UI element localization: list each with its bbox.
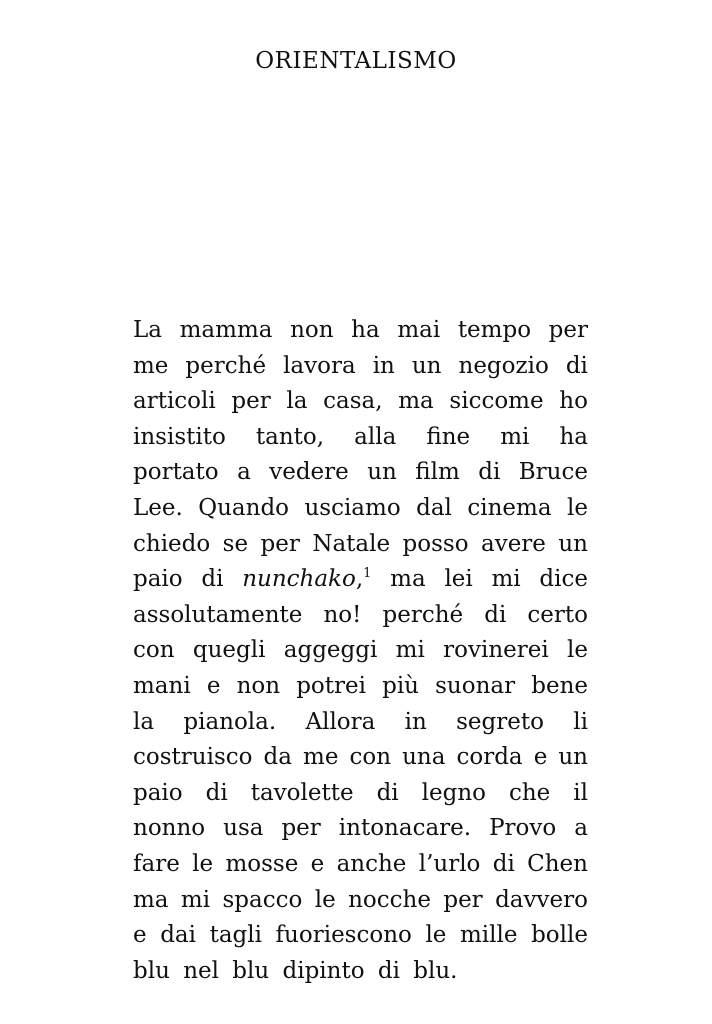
word: anche — [336, 850, 407, 877]
word: dai — [160, 922, 196, 949]
word: con — [133, 637, 175, 664]
word: siccome — [449, 388, 544, 415]
word: un — [558, 744, 588, 771]
text-line — [133, 811, 588, 847]
text-line — [133, 313, 588, 349]
word: negozio — [458, 352, 549, 379]
word: me — [303, 744, 339, 771]
text-line — [133, 740, 588, 776]
word: in — [372, 352, 395, 379]
word: paio — [133, 566, 183, 593]
word: un — [411, 352, 442, 379]
word: potrei — [296, 672, 366, 699]
word: mi — [180, 886, 211, 913]
word: tempo — [457, 317, 532, 343]
word: fine — [426, 423, 471, 450]
word: usa — [223, 815, 264, 842]
word: le — [566, 494, 588, 521]
word: le — [314, 886, 336, 913]
text-line — [133, 349, 588, 385]
text-line — [133, 883, 588, 919]
word: di — [377, 957, 408, 984]
word: costruisco — [133, 744, 253, 771]
word: davvero — [495, 886, 588, 913]
word: intonacare. — [338, 815, 472, 842]
text-line — [133, 455, 588, 491]
text-line — [133, 420, 588, 456]
word: suonar — [435, 672, 516, 699]
word: perché — [382, 601, 464, 628]
text-line — [133, 384, 588, 420]
text-line — [133, 776, 588, 812]
word: assolutamente — [133, 601, 303, 628]
word: blu. — [413, 957, 458, 984]
word: nunchako,$^1$ — [242, 566, 372, 593]
word: bolle — [531, 922, 588, 949]
word: Chen — [527, 850, 588, 877]
word: non — [290, 317, 334, 343]
chapter-title: ORIENTALISMO — [255, 48, 457, 74]
word: legno — [421, 779, 486, 806]
word: Provo — [489, 815, 557, 842]
text-line — [133, 847, 588, 883]
word: nonno — [133, 815, 206, 842]
word: ma — [133, 886, 169, 913]
word: mamma — [179, 317, 273, 343]
word: casa, — [323, 388, 383, 415]
word: lavora — [283, 352, 356, 379]
word: ma — [390, 566, 426, 593]
word: articoli — [133, 388, 216, 415]
word: per — [281, 815, 321, 842]
word: mi — [395, 637, 425, 664]
text-line — [133, 527, 588, 563]
text-line — [133, 598, 588, 634]
text-line — [133, 633, 588, 669]
word: più — [382, 672, 419, 699]
word: insistito — [133, 423, 226, 450]
word: se — [222, 530, 249, 557]
word: la — [133, 708, 155, 735]
word: lei — [444, 566, 473, 593]
word: fare — [133, 850, 180, 877]
word: corda — [456, 744, 523, 771]
word: tavolette — [250, 779, 354, 806]
word: dal — [416, 494, 452, 521]
word: ha — [559, 423, 588, 450]
word: dipinto — [282, 957, 372, 984]
word: posso — [402, 530, 469, 557]
word: fuoriescono — [275, 922, 412, 949]
word: portato — [133, 459, 219, 486]
word: blu — [232, 957, 277, 984]
word: blu — [133, 957, 178, 984]
word: che — [508, 779, 551, 806]
word: le — [567, 637, 588, 664]
word: me — [133, 352, 169, 379]
word: rovinerei — [443, 637, 549, 664]
body-paragraph — [133, 313, 588, 989]
word: a — [574, 815, 588, 842]
word: le — [192, 850, 214, 877]
word: bene — [531, 672, 588, 699]
text-line — [133, 954, 588, 990]
word: no! — [323, 601, 362, 628]
word: quegli — [192, 637, 266, 664]
word: cinema — [467, 494, 552, 521]
word: la — [286, 388, 308, 415]
word: per — [443, 886, 483, 913]
word: Bruce — [518, 459, 588, 486]
footnote-marker: 1 — [363, 566, 372, 582]
word: di — [205, 779, 228, 806]
word: mosse — [225, 850, 299, 877]
word: di — [565, 352, 588, 379]
word: con — [349, 744, 392, 771]
text-line — [133, 562, 588, 598]
word: mani — [133, 672, 191, 699]
word: un — [367, 459, 397, 486]
word: e — [310, 850, 325, 877]
word: le — [425, 922, 447, 949]
word: mi — [491, 566, 521, 593]
word: il — [573, 779, 588, 806]
word: da — [263, 744, 292, 771]
word: nel — [183, 957, 227, 984]
text-line — [133, 705, 588, 741]
word: tanto, — [255, 423, 325, 450]
word: mi — [500, 423, 530, 450]
word: una — [402, 744, 446, 771]
word: a — [237, 459, 251, 486]
word: per — [548, 317, 588, 343]
word: La — [133, 317, 162, 343]
word: mai — [397, 317, 441, 343]
word: di — [492, 850, 515, 877]
word: spacco — [222, 886, 303, 913]
word: e — [206, 672, 221, 699]
word: Allora — [305, 708, 376, 735]
word: nocche — [348, 886, 431, 913]
word: film — [415, 459, 460, 486]
word: pianola. — [183, 708, 277, 735]
word: ma — [398, 388, 434, 415]
word: di — [376, 779, 399, 806]
word: usciamo — [304, 494, 401, 521]
word: alla — [354, 423, 397, 450]
text-line — [133, 918, 588, 954]
word: per — [260, 530, 300, 557]
word: dice — [539, 566, 588, 593]
word: di — [201, 566, 224, 593]
text-line — [133, 491, 588, 527]
word: di — [478, 459, 501, 486]
word: segreto — [456, 708, 544, 735]
word: di — [484, 601, 507, 628]
word: Natale — [312, 530, 391, 557]
word: l’urlo — [418, 850, 481, 877]
word: in — [404, 708, 427, 735]
word: avere — [480, 530, 546, 557]
word: e — [533, 744, 548, 771]
word: un — [558, 530, 588, 557]
word: ho — [559, 388, 588, 415]
word: Lee. — [133, 494, 183, 521]
text-line — [133, 669, 588, 705]
word: chiedo — [133, 530, 211, 557]
word: ha — [351, 317, 380, 343]
word: aggeggi — [283, 637, 378, 664]
word: li — [573, 708, 588, 735]
word: Quando — [198, 494, 290, 521]
word: per — [231, 388, 271, 415]
word: paio — [133, 779, 183, 806]
word: perché — [185, 352, 267, 379]
word: mille — [460, 922, 518, 949]
word: vedere — [269, 459, 349, 486]
word: e — [133, 922, 147, 949]
word: certo — [527, 601, 588, 628]
word: non — [236, 672, 281, 699]
word: tagli — [209, 922, 262, 949]
